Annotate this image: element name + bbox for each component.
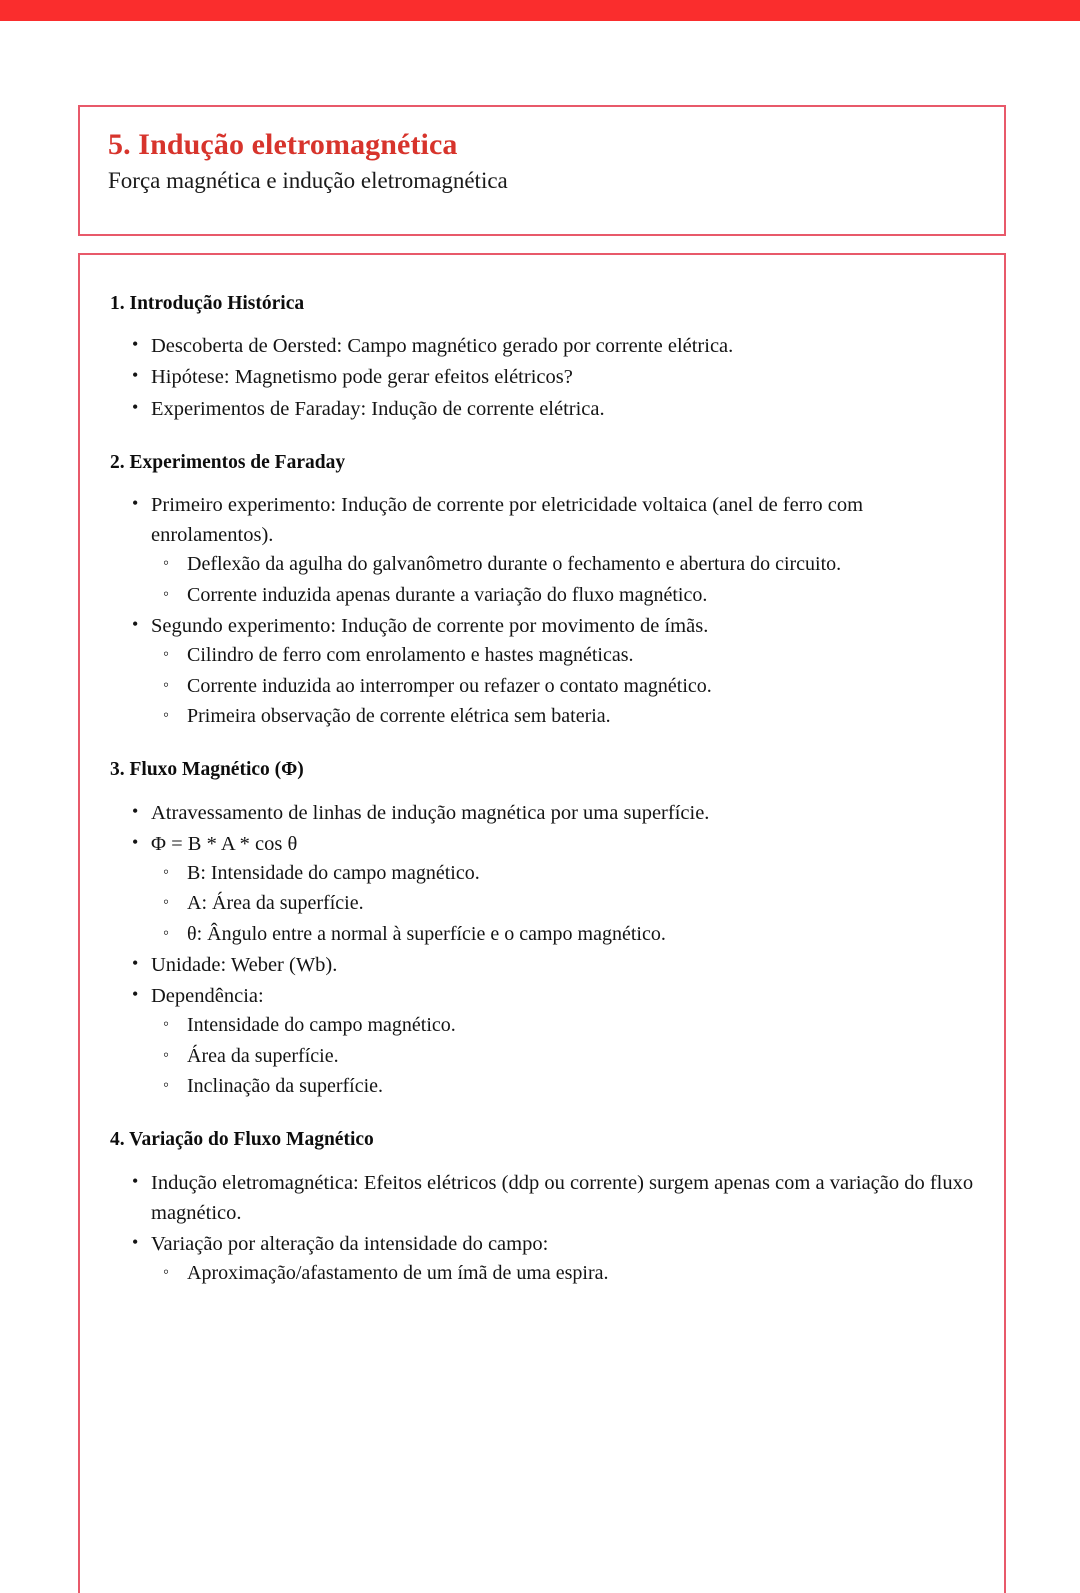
title-card: [78, 105, 1006, 236]
document-content: [110, 291, 974, 1289]
list-item: [110, 331, 974, 361]
list-item-text: • Experimentos de Faraday: Indução de corrente elétrica.: [151, 394, 974, 424]
sub-list-item: ◦ Inclinação da superfície.: [151, 1072, 974, 1101]
list-item-text: • Dependência:: [151, 981, 974, 1011]
list-item: [110, 798, 974, 828]
section-heading: 1. Introdução Histórica: [110, 293, 305, 314]
bullet-list: [110, 798, 974, 1102]
list-item-text: • Unidade: Weber (Wb).: [151, 950, 974, 980]
list-item: [110, 611, 974, 731]
sub-bullet-list: [151, 859, 974, 949]
list-item: [110, 950, 974, 980]
sub-list-item: ◦ Intensidade do campo magnético.: [151, 1011, 974, 1040]
list-item-text: • Primeiro experimento: Indução de corrente por eletricidade voltaica (anel de ferro com enrolamentos).: [151, 490, 974, 550]
sub-list-item: ◦ Corrente induzida apenas durante a variação do fluxo magnético.: [151, 581, 974, 610]
section: [110, 291, 974, 424]
sub-list-item: ◦ Aproximação/afastamento de um ímã de uma espira.: [151, 1259, 974, 1288]
section: [110, 1127, 974, 1288]
list-item-text: • Indução eletromagnética: Efeitos elétricos (ddp ou corrente) surgem apenas com a variação do fluxo magnético.: [151, 1168, 974, 1228]
page-title: 5. Indução eletromagnética: [108, 128, 458, 161]
list-item: [110, 981, 974, 1101]
sub-list-item: ◦ Área da superfície.: [151, 1042, 974, 1071]
list-item-text: • Segundo experimento: Indução de corrente por movimento de ímãs.: [151, 611, 974, 641]
section: [110, 757, 974, 1101]
sub-bullet-list: [151, 550, 974, 610]
list-item: [110, 362, 974, 392]
list-item-text: • Variação por alteração da intensidade do campo:: [151, 1229, 974, 1259]
section: [110, 450, 974, 732]
list-item: [110, 394, 974, 424]
bullet-list: [110, 331, 974, 423]
bullet-list: [110, 490, 974, 731]
sub-list-item: ◦ Deflexão da agulha do galvanômetro durante o fechamento e abertura do circuito.: [151, 550, 974, 579]
list-item: [110, 1229, 974, 1289]
list-item: [110, 829, 974, 949]
list-item-text: • Φ = B * A * cos θ: [151, 829, 974, 859]
sub-list-item: ◦ Cilindro de ferro com enrolamento e hastes magnéticas.: [151, 641, 974, 670]
list-item: [110, 490, 974, 610]
list-item-text: • Hipótese: Magnetismo pode gerar efeitos elétricos?: [151, 362, 974, 392]
section-heading: 3. Fluxo Magnético (Φ): [110, 759, 304, 781]
sub-list-item: ◦ θ: Ângulo entre a normal à superfície e o campo magnético.: [151, 920, 974, 949]
sub-bullet-list: [151, 641, 974, 731]
section-heading: 4. Variação do Fluxo Magnético: [110, 1129, 374, 1151]
page-subtitle: Força magnética e indução eletromagnética: [108, 167, 508, 193]
section-heading: 2. Experimentos de Faraday: [110, 451, 346, 473]
bullet-list: [110, 1168, 974, 1289]
top-accent-bar: [0, 0, 1080, 21]
list-item: [110, 1168, 974, 1228]
sub-list-item: ◦ A: Área da superfície.: [151, 889, 974, 918]
sub-bullet-list: [151, 1011, 974, 1101]
sub-list-item: ◦ Corrente induzida ao interromper ou refazer o contato magnético.: [151, 672, 974, 701]
sub-bullet-list: [151, 1259, 974, 1288]
list-item-text: • Atravessamento de linhas de indução magnética por uma superfície.: [151, 798, 974, 828]
sub-list-item: ◦ B: Intensidade do campo magnético.: [151, 859, 974, 888]
list-item-text: • Descoberta de Oersted: Campo magnético gerado por corrente elétrica.: [151, 331, 974, 361]
sub-list-item: ◦ Primeira observação de corrente elétrica sem bateria.: [151, 702, 974, 731]
content-card: [78, 253, 1006, 1593]
